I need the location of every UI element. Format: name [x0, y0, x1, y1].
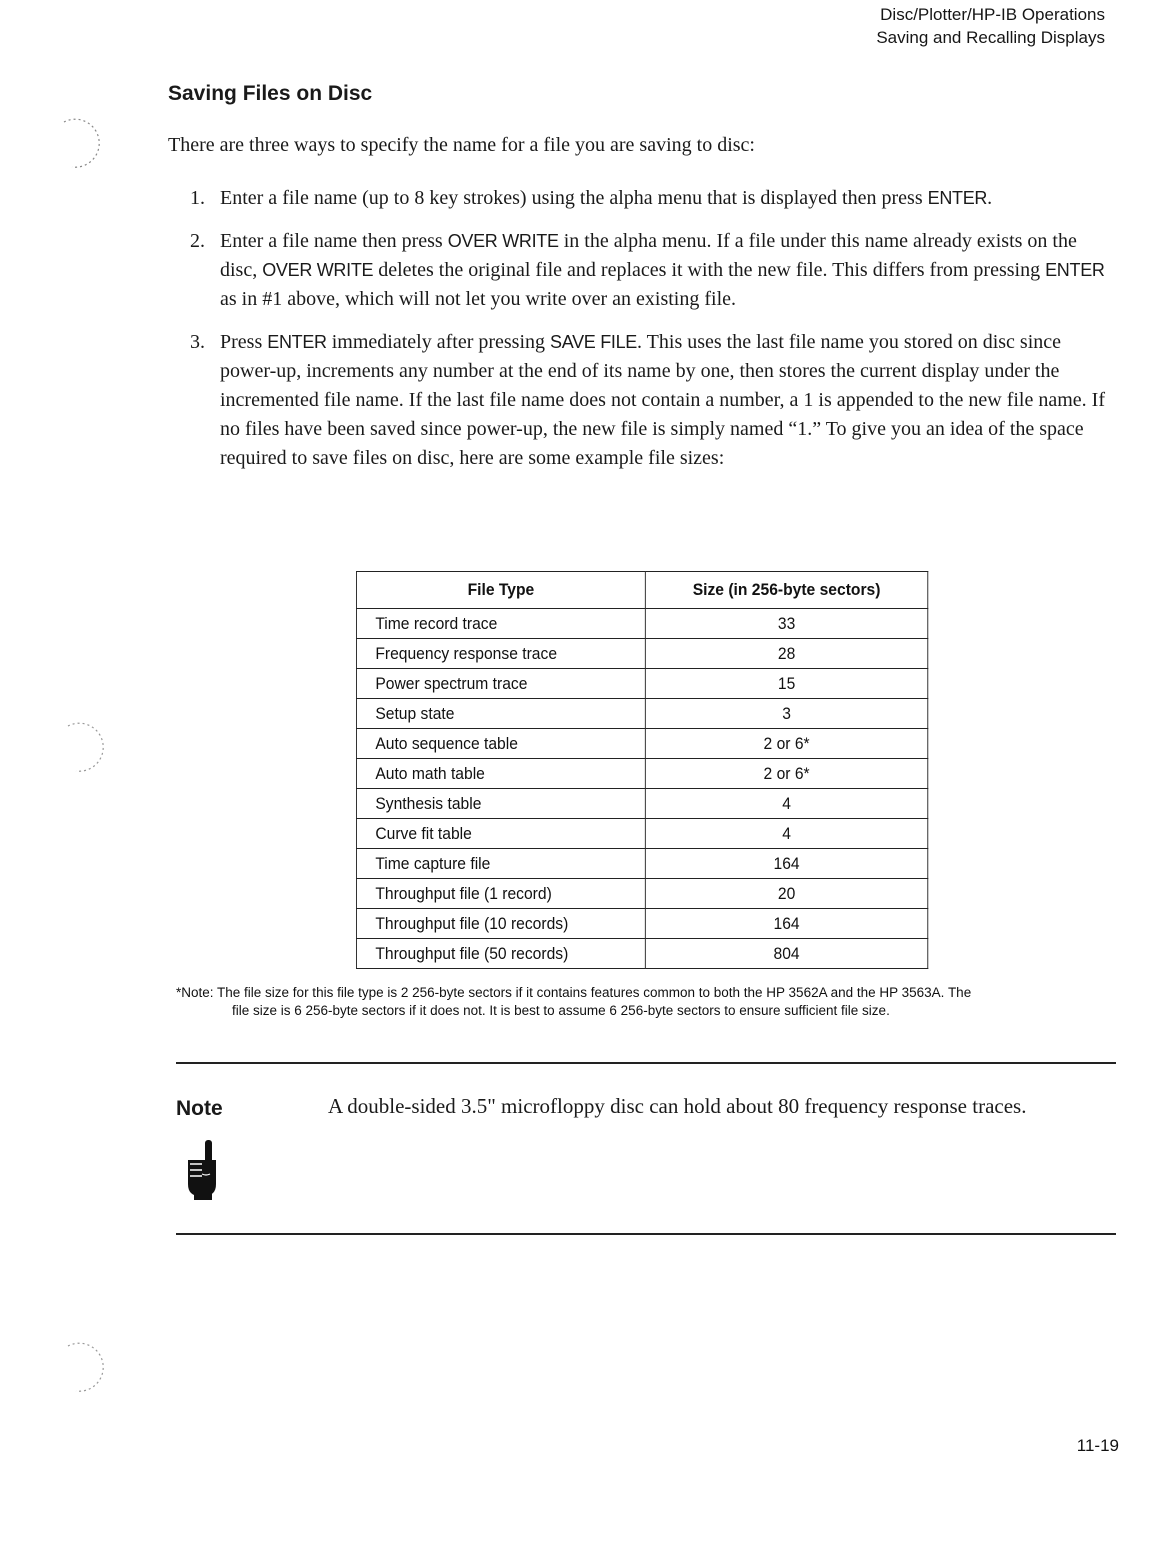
punch-hole-icon [56, 1336, 112, 1398]
table-row: Synthesis table 4 [356, 789, 927, 819]
note-text: A double-sided 3.5" microfloppy disc can hold about 80 frequency response traces. [328, 1094, 1027, 1118]
step-number: 3. [190, 331, 205, 353]
list-item: 2. Enter a file name then press OVER WRITE in the alpha menu. If a file under this name already exists on the disc, OVER WRITE deletes the original file and replaces it with the new file. This differs from pressing ENTER as in #1 above, which will not let you write over an existing file. [190, 227, 1110, 314]
key-label: SAVE FILE [550, 332, 638, 352]
table-row: Auto math table 2 or 6* [356, 759, 927, 789]
punch-hole-icon [56, 716, 112, 778]
table-row: Curve fit table 4 [356, 819, 927, 849]
table-header-row [356, 572, 927, 609]
pointing-hand-icon [180, 1138, 228, 1202]
section-subtitle: Saving and Recalling Displays [876, 28, 1105, 47]
divider [176, 1062, 1116, 1064]
table-row: Time record trace 33 [356, 609, 927, 639]
column-header: Size (in 256-byte sectors) [645, 572, 927, 609]
step-number: 1. [190, 187, 205, 209]
table-row: Throughput file (1 record) 20 [356, 879, 927, 909]
column-header: File Type [356, 572, 645, 609]
intro-paragraph: There are three ways to specify the name for a file you are saving to disc: [168, 134, 755, 156]
running-header [876, 3, 1105, 49]
page-number: 11-19 [1076, 1436, 1119, 1455]
key-label: ENTER [267, 332, 327, 352]
table-row: Time capture file 164 [356, 849, 927, 879]
punch-hole-icon [52, 112, 108, 174]
key-label: ENTER [1045, 260, 1105, 280]
file-size-table [356, 571, 928, 969]
list-item: 1. Enter a file name (up to 8 key strokes) using the alpha menu that is displayed then press ENTER. [190, 184, 1110, 213]
divider [176, 1233, 1116, 1235]
table-row: Setup state 3 [356, 699, 927, 729]
note-label: Note [176, 1097, 223, 1120]
table-row: Throughput file (50 records) 804 [356, 939, 927, 969]
table-footnote: *Note: The file size for this file type is 2 256-byte sectors if it contains features common to both the HP 3562A and the HP 3563A. The file size is 6 256-byte sectors if it does not. It is best to assume 6 256-byte sectors to ensure sufficient file size. [176, 985, 972, 1018]
table-row: Throughput file (10 records) 164 [356, 909, 927, 939]
table-row: Power spectrum trace 15 [356, 669, 927, 699]
key-label: OVER WRITE [447, 231, 559, 251]
section-title: Saving Files on Disc [168, 82, 373, 105]
table-row: Frequency response trace 28 [356, 639, 927, 669]
key-label: ENTER [927, 188, 988, 208]
key-label: OVER WRITE [262, 260, 374, 280]
chapter-title: Disc/Plotter/HP-IB Operations [880, 5, 1105, 24]
list-item: 3. Press ENTER immediately after pressing SAVE FILE. This uses the last file name you stored on disc since power-up, increments any number at the end of its name by one, then stores the current display under the incremented file name. If the last file name does not contain a number, a 1 is appended to the new file name. If no files have been saved since power-up, the new file is simply named “1.” To give you an idea of the space required to save files on disc, here are some example file sizes: [190, 328, 1110, 473]
table-row: Auto sequence table 2 or 6* [356, 729, 927, 759]
step-number: 2. [190, 230, 205, 252]
steps-list [190, 184, 1110, 487]
